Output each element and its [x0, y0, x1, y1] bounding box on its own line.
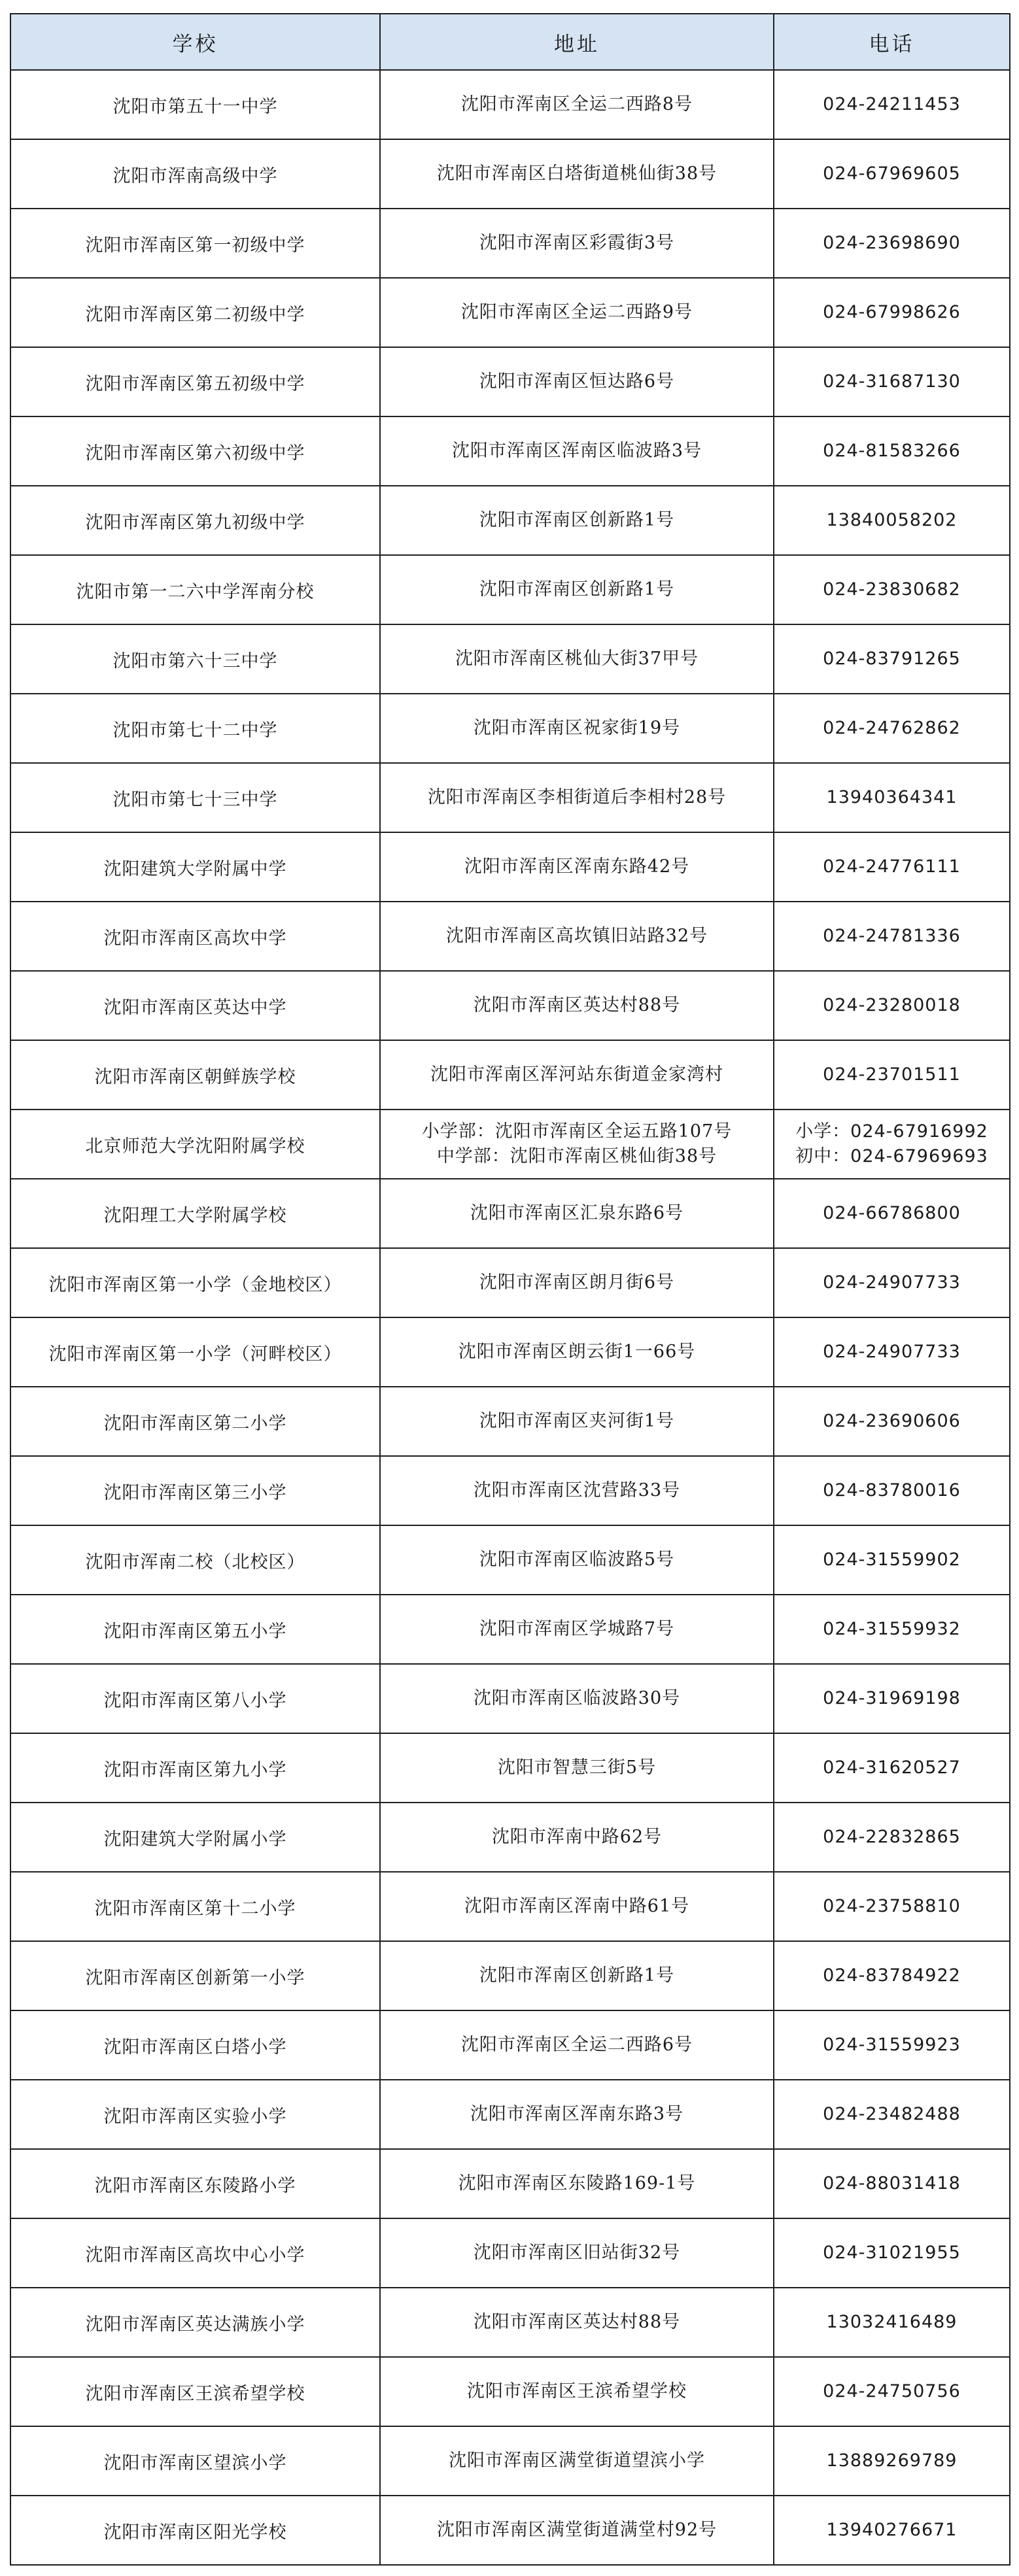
phone-cell: [774, 1317, 1010, 1387]
address-line: 沈阳市浑南区夹河街1号: [479, 1411, 675, 1431]
address-cell: [380, 70, 774, 139]
address-cell: [380, 1872, 774, 1941]
school-name-cell: 沈阳市浑南区第二初级中学: [10, 278, 380, 347]
school-name-cell: 沈阳市浑南区第九小学: [10, 1733, 380, 1803]
phone-cell: [774, 971, 1010, 1040]
school-name-cell: 沈阳市浑南区第八小学: [10, 1664, 380, 1733]
phone-cell: [774, 1733, 1010, 1803]
address-line: 沈阳市浑南区朗云街1一66号: [458, 1342, 696, 1362]
address-cell: [380, 1941, 774, 2010]
phone-cell: [774, 2010, 1010, 2080]
phone-cell: [774, 2218, 1010, 2288]
address-line: 沈阳市浑南区浑南东路3号: [470, 2104, 684, 2124]
phone-line: 024-23698690: [823, 233, 961, 253]
table-row: [10, 763, 1010, 832]
phone-cell: [774, 1040, 1010, 1110]
phone-line: 024-24762862: [823, 718, 961, 738]
address-cell: [380, 347, 774, 416]
phone-cell: [774, 694, 1010, 763]
phone-cell: [774, 1525, 1010, 1595]
address-line: 沈阳市浑南区临波路30号: [473, 1688, 681, 1708]
address-cell: [380, 1664, 774, 1733]
address-line: 沈阳市浑南区王滨希望学校: [467, 2381, 687, 2401]
address-cell: [380, 139, 774, 209]
table-row: [10, 1317, 1010, 1387]
phone-line: 024-31620527: [823, 1757, 961, 1778]
school-name-cell: 沈阳市浑南区实验小学: [10, 2080, 380, 2149]
phone-line: 024-24781336: [823, 926, 961, 946]
school-name-cell: 北京师范大学沈阳附属学校: [10, 1110, 380, 1179]
address-line: 沈阳市浑南区英达村88号: [473, 995, 681, 1015]
phone-cell: [774, 1110, 1010, 1179]
phone-line: 024-23758810: [823, 1896, 961, 1916]
address-line: 沈阳市浑南区汇泉东路6号: [470, 1203, 684, 1223]
address-line: 沈阳市浑南中路62号: [491, 1827, 663, 1847]
address-line: 沈阳市浑南区彩霞街3号: [479, 233, 675, 253]
address-line: 中学部：沈阳市浑南区桃仙街38号: [436, 1146, 717, 1166]
address-cell: [380, 1387, 774, 1456]
table-row: [10, 2149, 1010, 2218]
phone-cell: [774, 1803, 1010, 1872]
phone-cell: [774, 139, 1010, 209]
table-row: [10, 1248, 1010, 1317]
table-row: [10, 1595, 1010, 1664]
address-line: 沈阳市浑南区白塔街道桃仙街38号: [436, 163, 717, 184]
address-cell: [380, 2357, 774, 2426]
address-cell: [380, 1733, 774, 1803]
phone-cell: [774, 347, 1010, 416]
table-row: [10, 70, 1010, 139]
phone-cell: [774, 1248, 1010, 1317]
school-name-cell: 沈阳市浑南区第二小学: [10, 1387, 380, 1456]
address-line: 沈阳市浑南区沈营路33号: [473, 1480, 681, 1500]
phone-line: 024-83791265: [823, 649, 961, 669]
school-name-cell: 沈阳市浑南区第一小学（金地校区）: [10, 1248, 380, 1317]
phone-line: 024-67969605: [823, 163, 961, 184]
school-name-cell: 沈阳市第一二六中学浑南分校: [10, 555, 380, 624]
phone-line: 024-24907733: [823, 1342, 961, 1362]
school-name-cell: 沈阳市第六十三中学: [10, 624, 380, 694]
school-name-cell: 沈阳市浑南区东陵路小学: [10, 2149, 380, 2218]
school-name-cell: 沈阳市浑南区第五小学: [10, 1595, 380, 1664]
phone-line: 024-88031418: [823, 2173, 961, 2194]
table-row: [10, 2426, 1010, 2496]
address-line: 沈阳市浑南区浑河站东街道金家湾村: [430, 1064, 723, 1085]
address-line: 沈阳市浑南区创新路1号: [479, 1965, 675, 1986]
table-row: [10, 416, 1010, 486]
address-line: 沈阳市浑南区旧站街32号: [473, 2243, 681, 2263]
address-line: 沈阳市浑南区浑南区临波路3号: [451, 441, 702, 461]
table-row: [10, 1733, 1010, 1803]
phone-cell: [774, 832, 1010, 902]
school-name-cell: 沈阳理工大学附属学校: [10, 1179, 380, 1248]
phone-cell: [774, 1872, 1010, 1941]
table-row: [10, 278, 1010, 347]
phone-line: 13840058202: [826, 510, 958, 530]
address-line: 沈阳市浑南区学城路7号: [479, 1619, 675, 1639]
phone-line: 初中：024-67969693: [795, 1146, 988, 1166]
phone-line: 024-31559932: [823, 1619, 961, 1639]
phone-line: 024-22832865: [823, 1827, 961, 1847]
table-row: [10, 971, 1010, 1040]
school-name-cell: 沈阳市第五十一中学: [10, 70, 380, 139]
address-cell: [380, 2149, 774, 2218]
school-name-cell: 沈阳市浑南区望滨小学: [10, 2426, 380, 2496]
address-line: 沈阳市浑南区东陵路169-1号: [458, 2173, 696, 2194]
address-line: 小学部：沈阳市浑南区全运五路107号: [421, 1121, 733, 1142]
address-cell: [380, 832, 774, 902]
address-cell: [380, 2288, 774, 2357]
phone-line: 024-31021955: [823, 2243, 961, 2263]
address-cell: [380, 694, 774, 763]
table-row: [10, 2010, 1010, 2080]
address-cell: [380, 486, 774, 555]
address-line: 沈阳市浑南区满堂街道满堂村92号: [436, 2520, 717, 2540]
address-cell: [380, 1456, 774, 1525]
address-cell: [380, 1179, 774, 1248]
school-name-cell: 沈阳市浑南区王滨希望学校: [10, 2357, 380, 2426]
address-cell: [380, 555, 774, 624]
address-line: 沈阳市浑南区李相街道后李相村28号: [427, 787, 727, 807]
school-name-cell: 沈阳市浑南二校（北校区）: [10, 1525, 380, 1595]
phone-line: 024-23482488: [823, 2104, 961, 2124]
table-row: [10, 902, 1010, 971]
phone-line: 024-23830682: [823, 579, 961, 600]
phone-cell: [774, 2426, 1010, 2496]
address-line: 沈阳市浑南区桃仙大街37甲号: [455, 649, 699, 669]
phone-line: 024-31687130: [823, 371, 961, 392]
school-name-cell: 沈阳市第七十二中学: [10, 694, 380, 763]
header-school: 学校: [10, 14, 380, 70]
address-cell: [380, 971, 774, 1040]
phone-cell: [774, 1595, 1010, 1664]
address-cell: [380, 2218, 774, 2288]
school-name-cell: 沈阳市浑南区白塔小学: [10, 2010, 380, 2080]
table-row: [10, 624, 1010, 694]
phone-line: 024-23280018: [823, 995, 961, 1015]
school-name-cell: 沈阳市浑南区创新第一小学: [10, 1941, 380, 2010]
phone-line: 024-23701511: [823, 1064, 961, 1085]
school-name-cell: 沈阳市浑南高级中学: [10, 139, 380, 209]
table-row: [10, 1664, 1010, 1733]
school-name-cell: 沈阳市浑南区朝鲜族学校: [10, 1040, 380, 1110]
phone-cell: [774, 1941, 1010, 2010]
school-directory: [10, 13, 1009, 2566]
phone-line: 024-23690606: [823, 1411, 961, 1431]
address-line: 沈阳市浑南区创新路1号: [479, 579, 675, 600]
phone-cell: [774, 1456, 1010, 1525]
phone-line: 024-66786800: [823, 1203, 961, 1223]
address-cell: [380, 2496, 774, 2565]
phone-line: 024-67998626: [823, 302, 961, 322]
address-line: 沈阳市浑南区恒达路6号: [479, 371, 675, 392]
table-row: [10, 1941, 1010, 2010]
address-cell: [380, 1595, 774, 1664]
table-row: [10, 2288, 1010, 2357]
table-row: [10, 832, 1010, 902]
school-name-cell: 沈阳市第七十三中学: [10, 763, 380, 832]
phone-line: 024-24776111: [823, 856, 961, 877]
address-line: 沈阳市浑南区浑南中路61号: [464, 1896, 690, 1916]
phone-cell: [774, 416, 1010, 486]
school-name-cell: 沈阳建筑大学附属中学: [10, 832, 380, 902]
address-line: 沈阳市浑南区浑南东路42号: [464, 856, 690, 877]
phone-cell: [774, 2288, 1010, 2357]
table-row: [10, 1803, 1010, 1872]
phone-cell: [774, 1387, 1010, 1456]
phone-cell: [774, 2149, 1010, 2218]
table-row: [10, 555, 1010, 624]
phone-line: 13940364341: [826, 787, 958, 807]
address-line: 沈阳市浑南区创新路1号: [479, 510, 675, 530]
table-row: [10, 486, 1010, 555]
address-line: 沈阳市浑南区临波路5号: [479, 1550, 675, 1570]
school-name-cell: 沈阳市浑南区阳光学校: [10, 2496, 380, 2565]
header-phone: 电话: [774, 14, 1010, 70]
phone-line: 024-31969198: [823, 1688, 961, 1708]
phone-cell: [774, 2496, 1010, 2565]
address-cell: [380, 624, 774, 694]
address-line: 沈阳市浑南区高坎镇旧站路32号: [445, 926, 708, 946]
table-row: [10, 1525, 1010, 1595]
address-line: 沈阳市浑南区全运二西路9号: [460, 302, 693, 322]
school-name-cell: 沈阳市浑南区第三小学: [10, 1456, 380, 1525]
phone-line: 024-81583266: [823, 441, 961, 461]
table-row: [10, 2218, 1010, 2288]
phone-line: 13889269789: [826, 2450, 958, 2471]
address-cell: [380, 209, 774, 278]
address-cell: [380, 2426, 774, 2496]
address-cell: [380, 763, 774, 832]
school-name-cell: 沈阳市浑南区高坎中心小学: [10, 2218, 380, 2288]
table-row: [10, 2496, 1010, 2565]
phone-cell: [774, 486, 1010, 555]
table-row: [10, 209, 1010, 278]
phone-cell: [774, 555, 1010, 624]
phone-line: 024-24211453: [823, 94, 961, 114]
school-name-cell: 沈阳市浑南区第六初级中学: [10, 416, 380, 486]
address-line: 沈阳市智慧三街5号: [497, 1757, 657, 1778]
phone-cell: [774, 763, 1010, 832]
table-row: [10, 1872, 1010, 1941]
school-name-cell: 沈阳市浑南区第十二小学: [10, 1872, 380, 1941]
phone-line: 024-31559923: [823, 2035, 961, 2055]
address-cell: [380, 1525, 774, 1595]
school-name-cell: 沈阳市浑南区英达中学: [10, 971, 380, 1040]
address-cell: [380, 1248, 774, 1317]
phone-line: 024-31559902: [823, 1550, 961, 1570]
school-name-cell: 沈阳市浑南区高坎中学: [10, 902, 380, 971]
table-row: [10, 1179, 1010, 1248]
address-line: 沈阳市浑南区全运二西路8号: [460, 94, 693, 114]
phone-line: 13032416489: [826, 2312, 958, 2332]
school-name-cell: 沈阳市浑南区第一初级中学: [10, 209, 380, 278]
phone-cell: [774, 1179, 1010, 1248]
school-name-cell: 沈阳建筑大学附属小学: [10, 1803, 380, 1872]
address-cell: [380, 1040, 774, 1110]
phone-line: 024-83784922: [823, 1965, 961, 1986]
address-cell: [380, 278, 774, 347]
table-row: [10, 1387, 1010, 1456]
address-cell: [380, 902, 774, 971]
table-row: [10, 694, 1010, 763]
address-cell: [380, 1110, 774, 1179]
table-row: [10, 1456, 1010, 1525]
table-row: [10, 2080, 1010, 2149]
phone-line: 024-83780016: [823, 1480, 961, 1500]
phone-cell: [774, 624, 1010, 694]
phone-cell: [774, 1664, 1010, 1733]
table-row: [10, 139, 1010, 209]
phone-cell: [774, 70, 1010, 139]
address-cell: [380, 1803, 774, 1872]
school-name-cell: 沈阳市浑南区第五初级中学: [10, 347, 380, 416]
address-line: 沈阳市浑南区英达村88号: [473, 2312, 681, 2332]
phone-cell: [774, 209, 1010, 278]
address-cell: [380, 1317, 774, 1387]
school-name-cell: 沈阳市浑南区英达满族小学: [10, 2288, 380, 2357]
school-name-cell: 沈阳市浑南区第一小学（河畔校区）: [10, 1317, 380, 1387]
address-line: 沈阳市浑南区朗月街6号: [479, 1272, 675, 1293]
phone-line: 小学：024-67916992: [795, 1121, 988, 1142]
phone-line: 024-24750756: [823, 2381, 961, 2401]
table-row: [10, 347, 1010, 416]
phone-cell: [774, 278, 1010, 347]
phone-line: 13940276671: [826, 2520, 958, 2540]
table-body: [10, 70, 1010, 2565]
table-row: [10, 2357, 1010, 2426]
phone-cell: [774, 2357, 1010, 2426]
address-line: 沈阳市浑南区祝家街19号: [473, 718, 681, 738]
phone-cell: [774, 902, 1010, 971]
phone-cell: [774, 2080, 1010, 2149]
address-cell: [380, 416, 774, 486]
phone-line: 024-24907733: [823, 1272, 961, 1293]
address-line: 沈阳市浑南区满堂街道望滨小学: [449, 2450, 705, 2471]
table-row: [10, 1040, 1010, 1110]
table-header: [10, 14, 1010, 70]
address-cell: [380, 2010, 774, 2080]
school-table: [10, 13, 1010, 2566]
header-address: 地址: [380, 14, 774, 70]
header-row: [10, 14, 1010, 70]
school-name-cell: 沈阳市浑南区第九初级中学: [10, 486, 380, 555]
address-line: 沈阳市浑南区全运二西路6号: [460, 2035, 693, 2055]
table-row: [10, 1110, 1010, 1179]
address-cell: [380, 2080, 774, 2149]
